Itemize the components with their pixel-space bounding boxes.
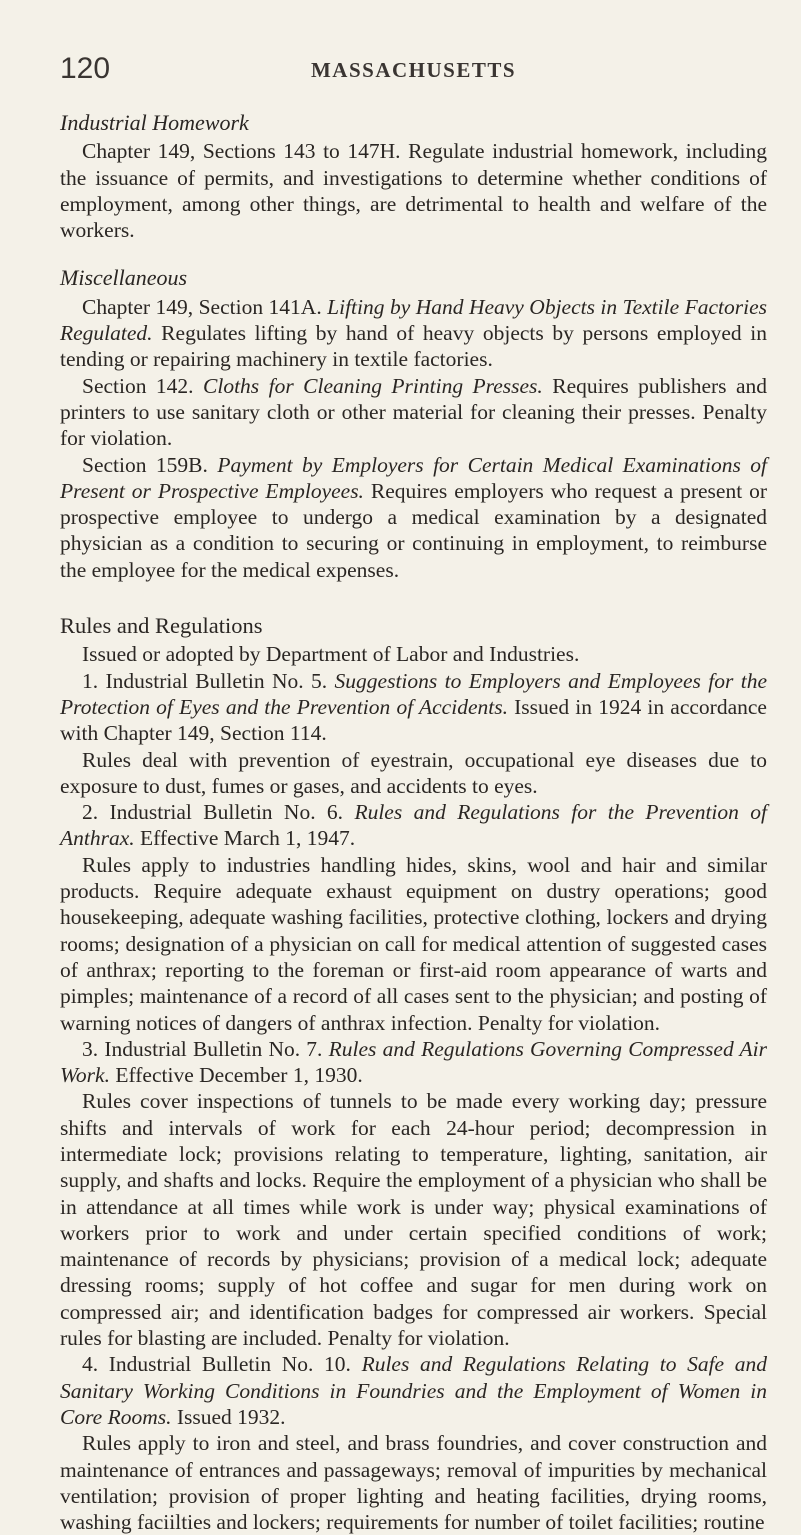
- paragraph-bulletin-5: [60, 668, 767, 747]
- paragraph-section-141a: [60, 294, 767, 373]
- paragraph-text: Issued in 1924 in accordance with Chapter 149, Section 114.: [60, 694, 767, 746]
- paragraph-industrial-homework: [60, 138, 767, 243]
- paragraph-text: Requires employers who request a present or prospective employee to undergo a medical examination by a designated physician as a condition to securing or continuing in employment, to reimburse the employee for the medical expenses.: [60, 478, 767, 582]
- paragraph-text: Chapter 149, Sections 143 to 147H. Regulate industrial homework, including the issuance of permits, and investigations to determine whether conditions of employment, among other things, are detrimental to health and welfare of the workers.: [60, 139, 767, 243]
- page-number: 120: [60, 52, 111, 85]
- paragraph-italic-title: Rules and Regulations Governing Compressed Air Work.: [60, 1036, 767, 1088]
- paragraph-section-142: [60, 373, 767, 452]
- paragraph-italic-title: Rules and Regulations Relating to Safe and Sanitary Working Conditions in Foundries and the Employment of Women in Core Rooms.: [60, 1352, 767, 1429]
- paragraph-text: Rules deal with prevention of eyestrain, occupational eye diseases due to exposure to dust, fumes or gases, and accidents to eyes.: [60, 747, 767, 798]
- paragraph-lead: Chapter 149, Section 141A.: [82, 294, 328, 319]
- running-head: MASSACHUSETTS: [310, 58, 517, 82]
- paragraph-text: Issued or adopted by Department of Labor and Industries.: [82, 642, 580, 667]
- paragraph-bulletin-6-desc: [60, 852, 767, 1036]
- paragraph-italic-title: Payment by Employers for Certain Medical Examinations of Present or Prospective Employees.: [60, 452, 767, 503]
- paragraph-lead: 1. Industrial Bulletin No. 5.: [82, 668, 335, 693]
- paragraph-italic-title: Lifting by Hand Heavy Objects in Textile Factories Regulated.: [60, 294, 768, 346]
- paragraph-italic-title: Rules and Regulations for the Prevention of Anthrax.: [60, 800, 767, 851]
- paragraph-italic-title: Cloths for Cleaning Printing Presses.: [203, 373, 543, 398]
- paragraph-lead: Section 159B.: [82, 452, 218, 477]
- paragraph-bulletin-10-desc: [60, 1430, 767, 1535]
- paragraph-italic-title: Suggestions to Employers and Employees for the Protection of Eyes and the Prevention of Accidents.: [60, 668, 768, 719]
- paragraph-text: Rules apply to industries handling hides, skins, wool and hair and similar products. Require adequate exhaust equipment on dustry operations; good housekeeping, adequate washing facilities, protective clothing, lockers and drying rooms; designation of a physician on call for medical attention of suggested cases of anthrax; reporting to the foreman or first-aid room appearance of warts and pimples; maintenance of a record of all cases sent to the physician; and posting of warning notices of dangers of anthrax infection. Penalty for violation.: [60, 852, 767, 1035]
- paragraph-rules-intro: [60, 641, 767, 667]
- section-title-miscellaneous: Miscellaneous: [60, 265, 188, 291]
- paragraph-text: Rules apply to iron and steel, and brass foundries, and cover construction and maintenance of entrances and passageways; removal of impurities by mechanical ventilation; provision of proper lighting and heating facilities, drying rooms, washing faciilties and lockers; requirements for number of toilet facilities; routine: [60, 1431, 767, 1535]
- paragraph-text: Regulates lifting by hand of heavy objects by persons employed in tending or repairing machinery in textile factories.: [60, 321, 767, 372]
- paragraph-bulletin-7: [60, 1036, 767, 1089]
- paragraph-text: Issued 1932.: [171, 1404, 286, 1429]
- page-header: [60, 52, 767, 92]
- paragraph-bulletin-6: [60, 799, 767, 852]
- paragraph-lead: 4. Industrial Bulletin No. 10.: [82, 1352, 362, 1377]
- section-title-industrial-homework: Industrial Homework: [60, 110, 249, 135]
- page-body: [60, 110, 767, 1535]
- paragraph-text: Requires publishers and printers to use sanitary cloth or other material for cleaning their presses. Penalty for violation.: [60, 373, 767, 451]
- paragraph-lead: 3. Industrial Bulletin No. 7.: [82, 1036, 329, 1061]
- section-title-rules-and-regulations: Rules and Regulations: [60, 613, 263, 639]
- paragraph-text: Effective December 1, 1930.: [109, 1063, 363, 1088]
- paragraph-lead: 2. Industrial Bulletin No. 6.: [82, 800, 355, 825]
- paragraph-text: Effective March 1, 1947.: [134, 826, 356, 851]
- paragraph-section-159b: [60, 452, 767, 583]
- paragraph-bulletin-5-desc: [60, 747, 767, 800]
- paragraph-text: Rules cover inspections of tunnels to be made every working day; pressure shifts and intervals of work for each 24-hour period; decompression in intermediate lock; provisions relating to temperature, lighting, sanitation, air supply, and shafts and locks. Require the employment of a physician who shall be in attendance at all times while work is under way; physical examinations of workers prior to work and under certain specified conditions of work; maintenance of records by physicians; provision of a medical lock; adequate dressing rooms; supply of hot coffee and sugar for men during work on compressed air; and identification badges for compressed air workers. Special rules for blasting are included. Penalty for violation.: [60, 1089, 767, 1351]
- paragraph-bulletin-7-desc: [60, 1088, 767, 1351]
- paragraph-bulletin-10: [60, 1351, 767, 1430]
- paragraph-lead: Section 142.: [82, 373, 204, 398]
